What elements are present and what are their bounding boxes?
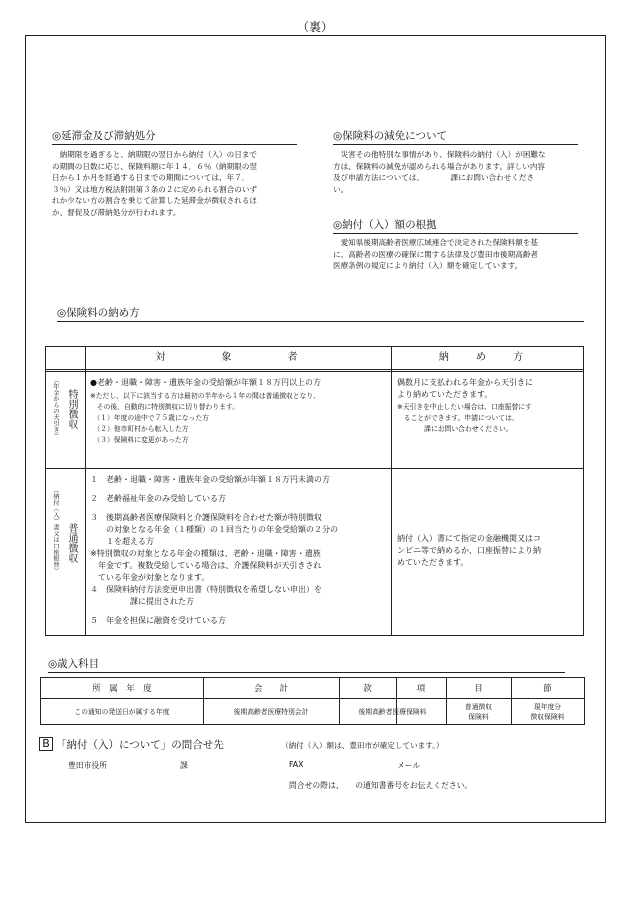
contact-note: 問合せの際は、 の通知書番号をお伝えください。 bbox=[289, 781, 473, 790]
contact-office: 豊田市役所 bbox=[68, 761, 107, 770]
reduction-heading: ◎保険料の減免について bbox=[333, 128, 578, 145]
contact-box-label: B bbox=[39, 737, 53, 751]
payment-method-heading: ◎保険料の納め方 bbox=[57, 305, 584, 322]
revenue-header-account: 会 計 bbox=[253, 684, 288, 694]
revenue-header-setsu: 節 bbox=[543, 684, 552, 694]
contact-dept: 課 bbox=[180, 761, 188, 770]
special-target: ●老齢・退職・障害・遺族年金の受給額が年額１８万円以上の方 ※ただし、以下に該当する方は最初の半年から１年の間は普通徴収となり、 その後、自動的に特別徴収に切り替わります。 （１）年度の途中で７５歳になった方 （２）他市町村から転入した方 （３）保険料に変更があった方 bbox=[90, 378, 321, 444]
revenue-value-kan: 後期高齢者医療保険料 bbox=[358, 707, 427, 716]
basis-heading: ◎納付（入）額の根拠 bbox=[333, 217, 578, 234]
col-method-header: 納 め 方 bbox=[438, 352, 536, 363]
header-divider bbox=[46, 369, 583, 372]
contact-mail-label: メール bbox=[397, 761, 421, 770]
late-fee-heading: ◎延滞金及び滞納処分 bbox=[52, 128, 297, 145]
revenue-header-kou: 項 bbox=[416, 684, 426, 694]
revenue-table bbox=[40, 677, 585, 725]
col-divider-1 bbox=[85, 347, 86, 635]
revenue-value-moku: 普通徴収 保険料 bbox=[464, 702, 493, 721]
late-fee-text: 納期限を過ぎると、納期限の翌日から納付（入）の日まで の期間の日数に応じ、保険料額に年１４．６％（納期限の翌 日から１か月を経過する日までの期間については、年７． ３％）又は地方税法附則第３条の２に定められる割合のいず れか少ない方の割合を乗じて計算した延滞金が徴収されるほ か、督促及び滞納処分が行われます。 bbox=[52, 150, 258, 217]
ordinary-target: １ 老齢・退職・障害・遺族年金の受給額が年額１８万円未満の方 ２ 老齢福祉年金のみ受給している方 ３ 後期高齢者医療保険料と介護保険料を合わせた額が特別徴収 の対象となる年金（１種類）の１回当たりの年金受給額の２分の １を超える方 ※特別徴収の対象となる年金の種類は、老齢・退職・障害・遺族 年金です。複数受給している場合は、介護保険料が天引きされ ている年金が対象となります。 ４ 保険料納付方法変更申出書（特別徴収を希望しない申出）を 課に提出された方 ５ 年金を担保に融資を受けている方 bbox=[90, 475, 338, 625]
revenue-value-setsu: 現年度分 徴収保険料 bbox=[530, 702, 565, 721]
special-method: 偶数月に支払われる年金から天引きに より納めていただきます。 ※天引きを中止したい場合は、口座振替にす ることができます。申請については、 課にお問い合わせください。 bbox=[397, 378, 533, 433]
ordinary-side-label: （納付（入）書又は口座振替） bbox=[52, 487, 59, 574]
col-target-header: 対 象 者 bbox=[155, 352, 321, 363]
col-divider-2 bbox=[391, 347, 392, 635]
special-label: 特別徴収 bbox=[66, 389, 77, 429]
special-side-label: （年金からの天引き） bbox=[52, 377, 59, 439]
row-divider bbox=[46, 468, 583, 469]
revenue-header-year: 所 属 年 度 bbox=[92, 684, 152, 694]
ordinary-label: 普通徴収 bbox=[66, 523, 77, 563]
revenue-header-moku: 目 bbox=[474, 684, 483, 694]
contact-heading: 「納付（入）について」の問合せ先 bbox=[56, 739, 224, 751]
contact-fax-label: FAX bbox=[289, 760, 304, 769]
reduction-text: 災害その他特別な事情があり、保険料の納付（入）が困難な 方は、保険料の減免が認められる場合があります。詳しい内容 及び申請方法については、 課にお問い合わせくださ い。 bbox=[333, 150, 546, 194]
revenue-value-account: 後期高齢者医療特別会計 bbox=[233, 707, 309, 716]
basis-text: 愛知県後期高齢者医療広域連合で決定された保険料額を基 に、高齢者の医療の確保に関する法律及び豊田市後期高齢者 医療条例の規定により納付（入）額を確定しています。 bbox=[333, 238, 539, 271]
contact-heading-note: （納付（入）額は、豊田市が確定しています。） bbox=[281, 741, 444, 750]
revenue-header-kan: 款 bbox=[363, 684, 372, 694]
revenue-value-year: この通知の発送日が属する年度 bbox=[74, 707, 170, 716]
revenue-heading: ◎歳入科目 bbox=[48, 656, 565, 673]
payment-method-table bbox=[45, 346, 584, 636]
page-title: （裏） bbox=[296, 20, 333, 34]
ordinary-method: 納付（入）書にて指定の金融機関又はコ ンビニ等で納めるか、口座振替により納 めていただきます。 bbox=[397, 534, 541, 567]
